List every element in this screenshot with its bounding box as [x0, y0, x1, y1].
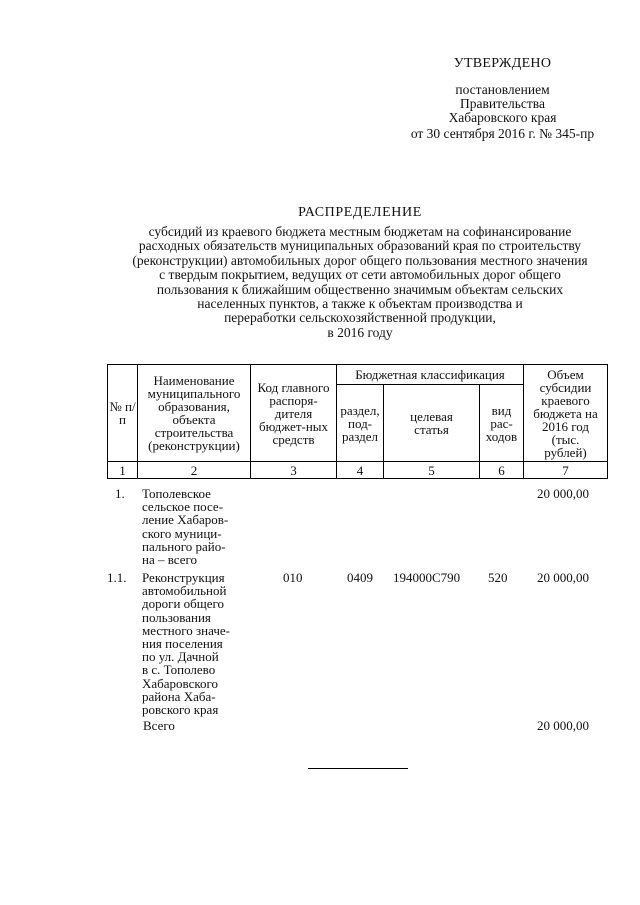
end-divider: [308, 768, 408, 769]
header-amount: Объем субсидии краевого бюджета на 2016 год (тыс. рублей): [524, 365, 608, 462]
column-number: 4: [337, 462, 384, 479]
column-number: 7: [524, 462, 608, 479]
approval-heading: УТВЕРЖДЕНО: [453, 56, 552, 71]
subtitle-line: расходных обязательств муниципальных образований края по строительству: [138, 238, 582, 254]
approval-line: Хабаровского края: [448, 110, 557, 125]
column-number: 5: [384, 462, 480, 479]
row-target: 194000С790: [393, 570, 461, 585]
approval-line: постановлением: [455, 82, 550, 97]
subtitle-line: населенных пунктов, а также к объектам производства и: [197, 296, 523, 312]
distribution-table-header: [107, 364, 608, 479]
header-budget-classification: Бюджетная классификация: [337, 365, 524, 385]
row-name: Реконструкция автомобильной дороги общего пользования местного значе- ния поселения по ул. Дачной в с. Тополево Хабаровского района Хаба- ровского края: [142, 570, 230, 718]
document-title: РАСПРЕДЕЛЕНИЕ: [298, 205, 422, 220]
header-num: № п/п: [108, 365, 138, 462]
approval-line: Правительства: [460, 96, 545, 111]
row-name: Тополевское сельское посе- ление Хабаров- ского муници- пального райо- на – всего: [142, 486, 229, 568]
approval-date: от 30 сентября 2016 г. № 345-пр: [410, 126, 595, 141]
subtitle-line: (реконструкции) автомобильных дорог общего пользования местного значения: [132, 252, 588, 268]
subtitle-line: субсидий из краевого бюджета местным бюджетам на софинансирование: [148, 224, 572, 239]
column-number: 1: [108, 462, 138, 479]
row-expense-type: 520: [488, 570, 508, 585]
subtitle-line: в 2016 году: [327, 324, 393, 340]
total-label: Всего: [143, 718, 175, 733]
header-target: целевая статья: [384, 385, 480, 462]
subtitle-line: пользования к ближайшим общественно значимым объектам сельских: [156, 281, 564, 297]
header-name: Наименование муниципального образования, объекта строительства (реконструкции): [138, 365, 251, 462]
row-num: 1.1.: [107, 570, 127, 585]
row-amount: 20 000,00: [537, 570, 589, 585]
subtitle-line: с твердым покрытием, ведущих от сети автомобильных дорог общего: [159, 267, 561, 283]
document-subtitle: [80, 225, 640, 340]
row-num: 1.: [115, 486, 125, 501]
total-amount: 20 000,00: [537, 718, 589, 733]
header-section: раздел, под-раздел: [337, 385, 384, 462]
row-code: 010: [283, 570, 303, 585]
column-number: 3: [251, 462, 337, 479]
subtitle-line: переработки сельскохозяйственной продукции,: [224, 310, 496, 326]
column-number: 6: [480, 462, 524, 479]
header-code: Код главного распоря-дителя бюджет-ных средств: [251, 365, 337, 462]
column-number: 2: [138, 462, 251, 479]
row-section: 0409: [347, 570, 373, 585]
row-amount: 20 000,00: [537, 486, 589, 501]
header-expense-type: вид рас-ходов: [480, 385, 524, 462]
